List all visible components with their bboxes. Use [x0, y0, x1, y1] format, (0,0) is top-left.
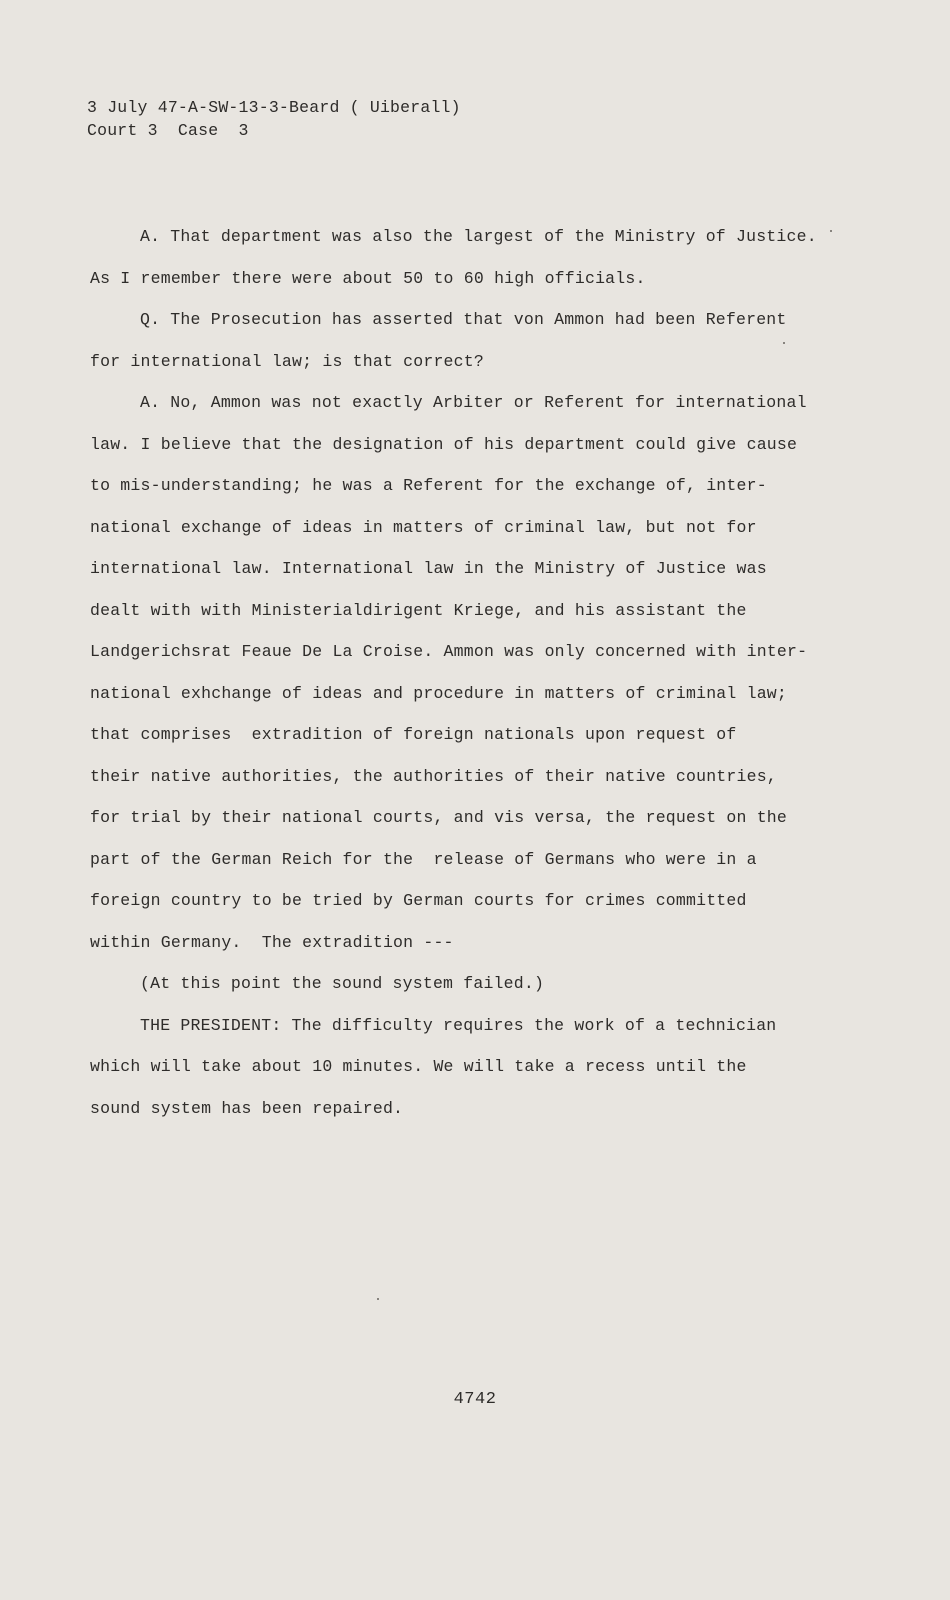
transcript-line: A. No, Ammon was not exactly Arbiter or Referent for international: [140, 393, 807, 412]
header-session-line: 3 July 47-A-SW-13-3-Beard ( Uiberall): [87, 98, 461, 117]
transcript-line: which will take about 10 minutes. We will take a recess until the: [90, 1057, 747, 1076]
transcript-line: to mis-understanding; he was a Referent for the exchange of, inter-: [90, 476, 767, 495]
transcript-line: for international law; is that correct?: [90, 351, 484, 371]
transcript-line: THE PRESIDENT: The difficulty requires the work of a technician: [140, 1015, 777, 1035]
transcript-body: [90, 216, 850, 1129]
header-court-line: Court 3 Case 3: [87, 121, 249, 140]
transcript-line: Q. The Prosecution has asserted that von Ammon had been Referent: [140, 310, 787, 329]
transcript-line: national exchange of ideas in matters of criminal law, but not for: [90, 517, 757, 537]
transcript-line: part of the German Reich for the release of Germans who were in a: [90, 849, 757, 869]
document-header: [87, 96, 461, 142]
transcript-line: national exhchange of ideas and procedure in matters of criminal law;: [90, 683, 788, 703]
transcript-line: that comprises extradition of foreign nationals upon request of: [90, 725, 737, 744]
transcript-line: international law. International law in the Ministry of Justice was: [90, 559, 767, 578]
transcript-line: their native authorities, the authorities of their native countries,: [90, 766, 777, 786]
page-number: 4742: [453, 1390, 497, 1409]
transcript-line: law. I believe that the designation of his department could give cause: [90, 434, 798, 454]
paper-speck: [783, 342, 785, 344]
transcript-line: Landgerichsrat Feaue De La Croise. Ammon was only concerned with inter-: [90, 642, 808, 661]
transcript-line: within Germany. The extradition ---: [90, 932, 454, 952]
transcript-line: A. That department was also the largest of the Ministry of Justice.: [140, 227, 817, 246]
transcript-line: for trial by their national courts, and vis versa, the request on the: [90, 808, 788, 827]
transcript-line: As I remember there were about 50 to 60 high officials.: [90, 268, 646, 288]
paper-speck: [377, 1298, 379, 1300]
transcript-line: (At this point the sound system failed.): [140, 974, 545, 993]
transcript-line: sound system has been repaired.: [90, 1098, 404, 1118]
paper-speck: [830, 230, 832, 232]
transcript-line: foreign country to be tried by German courts for crimes committed: [90, 891, 747, 910]
transcript-line: dealt with with Ministerialdirigent Kriege, and his assistant the: [90, 600, 747, 620]
